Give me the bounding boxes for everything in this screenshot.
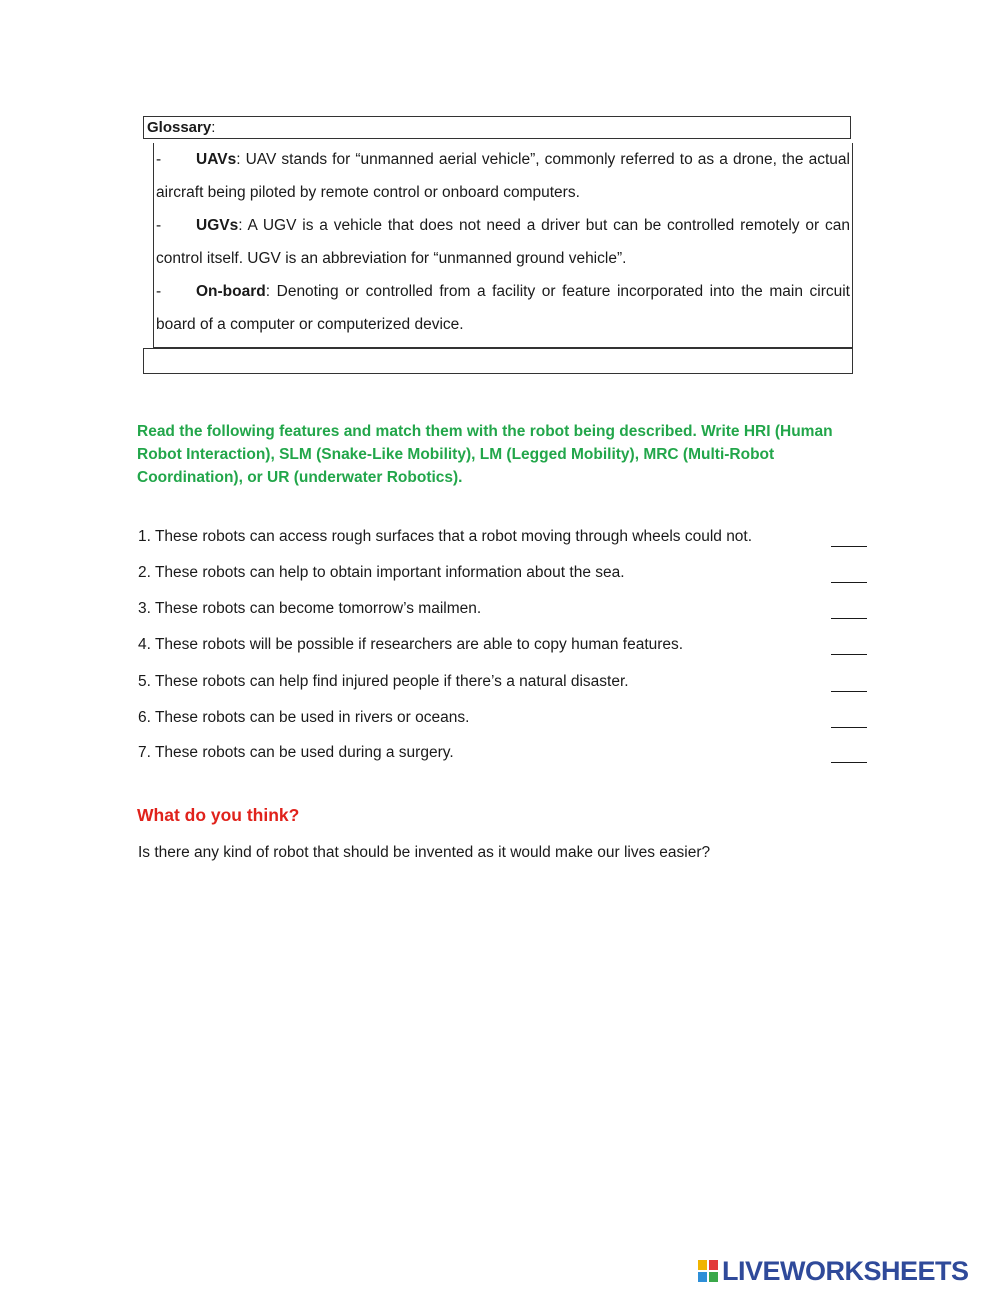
question-text: 1. These robots can access rough surfaces that a robot moving through wheels could not. bbox=[138, 528, 753, 545]
question-text: 7. These robots can be used during a surgery. bbox=[138, 744, 454, 761]
question-row bbox=[138, 526, 878, 550]
glossary-term: UGVs bbox=[196, 217, 239, 234]
answer-blank[interactable] bbox=[831, 566, 867, 583]
answer-blank[interactable] bbox=[831, 746, 867, 763]
question-row bbox=[138, 707, 878, 731]
logo-mark-icon bbox=[697, 1259, 719, 1283]
glossary-entry-onboard: - On-board: Denoting or controlled from a facility or feature incorporated into the main circuit board of a computer or computerized device. bbox=[156, 283, 850, 333]
question-text: 6. These robots can be used in rivers or oceans. bbox=[138, 709, 470, 726]
think-question: Is there any kind of robot that should be invented as it would make our lives easier? bbox=[138, 844, 711, 861]
question-row bbox=[138, 634, 878, 658]
glossary-entry-uavs: - UAVs: UAV stands for “unmanned aerial vehicle”, commonly referred to as a drone, the actual aircraft being piloted by remote control or onboard computers. bbox=[156, 151, 850, 201]
question-row bbox=[138, 742, 878, 766]
question-text: 2. These robots can help to obtain important information about the sea. bbox=[138, 564, 625, 581]
glossary-entry-ugvs: - UGVs: A UGV is a vehicle that does not need a driver but can be controlled remotely or can control itself. UGV is an abbreviation for “unmanned ground vehicle”. bbox=[156, 217, 850, 267]
glossary-footer-row bbox=[143, 348, 853, 374]
glossary-definition: : UAV stands for “unmanned aerial vehicle”, commonly referred to as a drone, the actual aircraft being piloted by remote control or onboard computers. bbox=[156, 151, 850, 201]
question-text: 5. These robots can help find injured people if there’s a natural disaster. bbox=[138, 673, 629, 690]
glossary-term: On-board bbox=[196, 283, 266, 300]
logo-text: LIVEWORKSHEETS bbox=[722, 1256, 969, 1286]
glossary-definition: : A UGV is a vehicle that does not need a driver but can be controlled remotely or can control itself. UGV is an abbreviation for “unmanned ground vehicle”. bbox=[156, 217, 850, 267]
answer-blank[interactable] bbox=[831, 711, 867, 728]
glossary-body bbox=[153, 143, 853, 348]
answer-blank[interactable] bbox=[831, 675, 867, 692]
question-row bbox=[138, 562, 878, 586]
instructions: Read the following features and match them with the robot being described. Write HRI (Human Robot Interaction), SLM (Snake-Like Mobility), LM (Legged Mobility), MRC (Multi-Robot Coordination), or UR (underwater Robotics). bbox=[137, 423, 833, 486]
answer-blank[interactable] bbox=[831, 638, 867, 655]
liveworksheets-logo bbox=[697, 1256, 969, 1286]
answer-blank[interactable] bbox=[831, 602, 867, 619]
glossary-header: Glossary: bbox=[143, 116, 851, 139]
answer-blank[interactable] bbox=[831, 530, 867, 547]
glossary-title: Glossary bbox=[147, 119, 212, 136]
glossary-term: UAVs bbox=[196, 151, 237, 168]
question-row bbox=[138, 671, 878, 695]
question-text: 3. These robots can become tomorrow’s mailmen. bbox=[138, 600, 482, 617]
question-row bbox=[138, 598, 878, 622]
question-text: 4. These robots will be possible if researchers are able to copy human features. bbox=[138, 636, 684, 653]
think-heading: What do you think? bbox=[137, 805, 300, 825]
glossary-definition: : Denoting or controlled from a facility or feature incorporated into the main circuit board of a computer or computerized device. bbox=[156, 283, 850, 333]
